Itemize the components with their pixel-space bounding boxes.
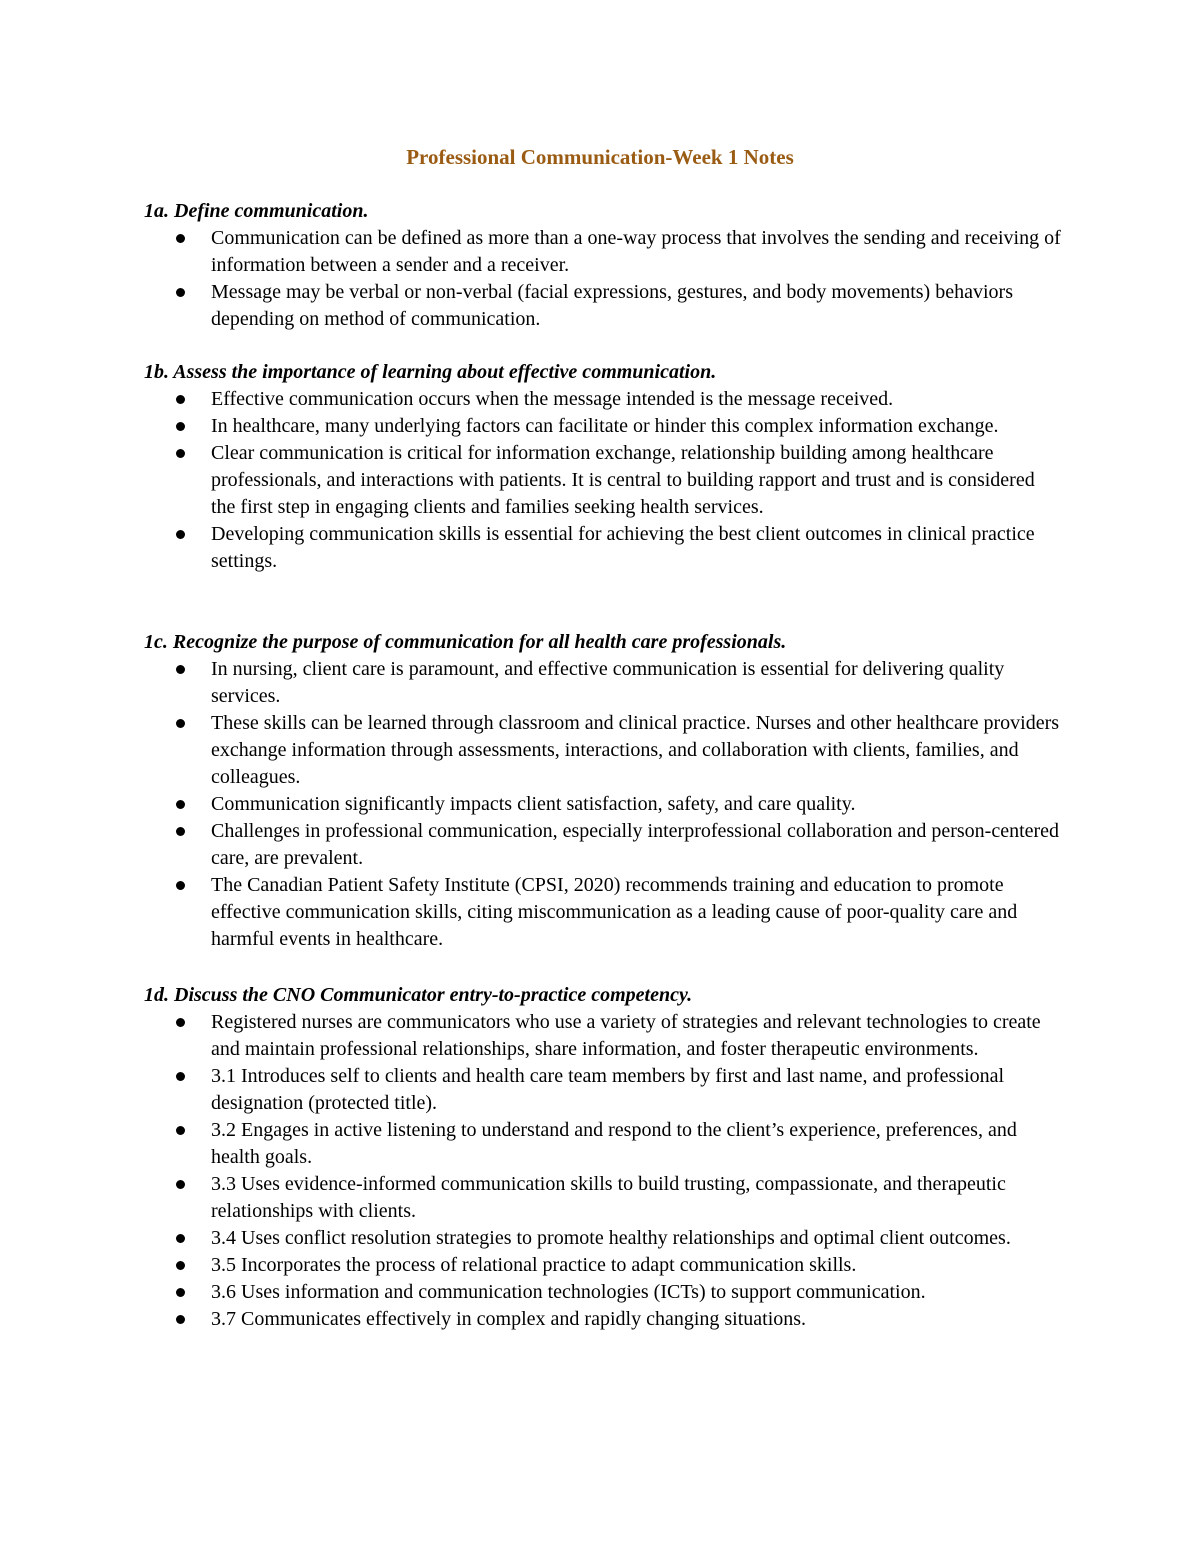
section-1c xyxy=(144,629,1064,953)
bullet-item: The Canadian Patient Safety Institute (CPSI, 2020) recommends training and education to promote effective communication skills, citing miscommunication as a leading cause of poor-quality care and harmful events in healthcare. xyxy=(144,872,1064,953)
bullet-item: Clear communication is critical for information exchange, relationship building among healthcare professionals, and interactions with patients. It is central to building rapport and trust and is considered the first step in engaging clients and families seeking health services. xyxy=(144,440,1064,521)
bullet-item: Communication significantly impacts client satisfaction, safety, and care quality. xyxy=(144,791,1064,818)
bullet-list xyxy=(144,656,1064,953)
bullet-item: 3.6 Uses information and communication technologies (ICTs) to support communication. xyxy=(144,1279,1064,1306)
section-1a xyxy=(144,198,1064,333)
bullet-item: Message may be verbal or non-verbal (facial expressions, gestures, and body movements) behaviors depending on method of communication. xyxy=(144,279,1064,333)
bullet-item: 3.4 Uses conflict resolution strategies to promote healthy relationships and optimal client outcomes. xyxy=(144,1225,1064,1252)
bullet-item: Communication can be defined as more than a one-way process that involves the sending and receiving of information between a sender and a receiver. xyxy=(144,225,1064,279)
bullet-list xyxy=(144,225,1064,333)
bullet-item: In healthcare, many underlying factors can facilitate or hinder this complex information exchange. xyxy=(144,413,1064,440)
bullet-item: Challenges in professional communication, especially interprofessional collaboration and person-centered care, are prevalent. xyxy=(144,818,1064,872)
bullet-item: Developing communication skills is essential for achieving the best client outcomes in clinical practice settings. xyxy=(144,521,1064,575)
bullet-item: 3.1 Introduces self to clients and health care team members by first and last name, and professional designation (protected title). xyxy=(144,1063,1064,1117)
bullet-item: These skills can be learned through classroom and clinical practice. Nurses and other healthcare providers exchange information through assessments, interactions, and collaboration with clients, families, and colleagues. xyxy=(144,710,1064,791)
bullet-item: Registered nurses are communicators who use a variety of strategies and relevant technologies to create and maintain professional relationships, share information, and foster therapeutic environments. xyxy=(144,1009,1064,1063)
section-1b xyxy=(144,359,1064,575)
section-heading: 1a. Define communication. xyxy=(144,200,369,222)
document-title: Professional Communication-Week 1 Notes xyxy=(406,145,794,169)
bullet-item: 3.3 Uses evidence-informed communication skills to build trusting, compassionate, and therapeutic relationships with clients. xyxy=(144,1171,1064,1225)
bullet-list xyxy=(144,1009,1064,1333)
section-heading: 1b. Assess the importance of learning about effective communication. xyxy=(144,361,717,383)
bullet-item: 3.7 Communicates effectively in complex and rapidly changing situations. xyxy=(144,1306,1064,1333)
bullet-list xyxy=(144,386,1064,575)
bullet-item: Effective communication occurs when the message intended is the message received. xyxy=(144,386,1064,413)
bullet-item: 3.2 Engages in active listening to understand and respond to the client’s experience, preferences, and health goals. xyxy=(144,1117,1064,1171)
section-heading: 1d. Discuss the CNO Communicator entry-to-practice competency. xyxy=(144,984,693,1006)
section-heading: 1c. Recognize the purpose of communication for all health care professionals. xyxy=(144,631,787,653)
bullet-item: In nursing, client care is paramount, and effective communication is essential for delivering quality services. xyxy=(144,656,1064,710)
bullet-item: 3.5 Incorporates the process of relational practice to adapt communication skills. xyxy=(144,1252,1064,1279)
section-1d xyxy=(144,982,1064,1333)
